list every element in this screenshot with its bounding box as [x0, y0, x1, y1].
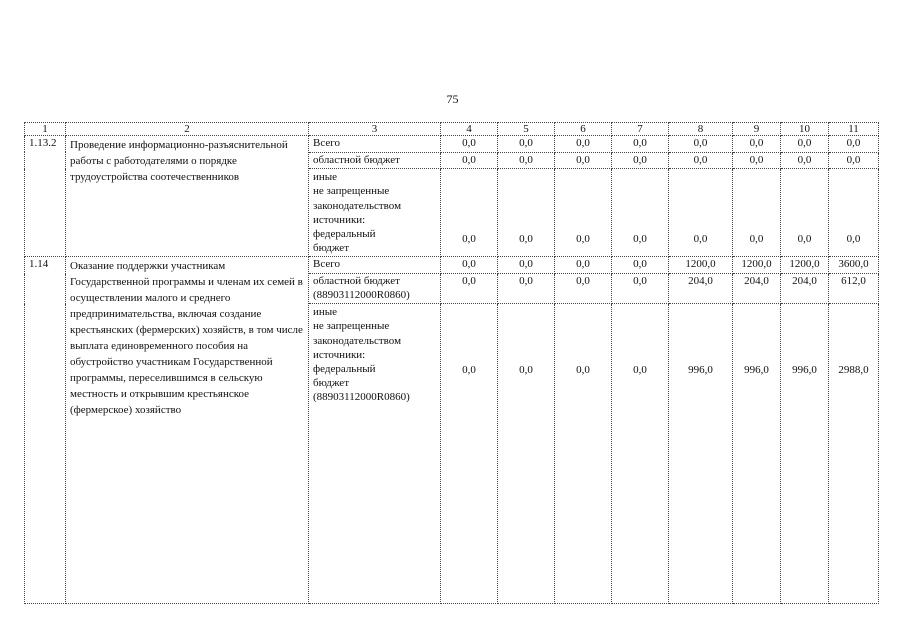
value-cell: 0,0 [441, 169, 498, 257]
value-cell: 0,0 [612, 274, 669, 304]
source-label [309, 304, 441, 604]
column-header: 1 [25, 123, 66, 136]
value-cell: 0,0 [733, 152, 781, 169]
value-cell: 0,0 [498, 257, 555, 274]
value-cell: 0,0 [555, 274, 612, 304]
table-row [25, 136, 879, 153]
value-cell: 2988,0 [829, 304, 879, 604]
value-cell: 612,0 [829, 274, 879, 304]
source-line: законодательством [313, 199, 402, 212]
value-cell: 0,0 [498, 136, 555, 153]
value-cell: 0,0 [669, 136, 733, 153]
source-line: не запрещенные [313, 185, 390, 198]
value-cell: 0,0 [441, 136, 498, 153]
column-header: 2 [66, 123, 309, 136]
value-cell: 0,0 [498, 152, 555, 169]
value-cell: 204,0 [733, 274, 781, 304]
value-cell: 0,0 [733, 169, 781, 257]
value-cell: 1200,0 [669, 257, 733, 274]
source-line: источники: [313, 348, 366, 361]
value-cell: 0,0 [669, 169, 733, 257]
source-label: Всего [309, 257, 441, 274]
column-header: 7 [612, 123, 669, 136]
value-cell: 0,0 [555, 304, 612, 604]
source-line: законодательством [313, 334, 402, 347]
page-number: 75 [446, 92, 459, 106]
header-row [25, 123, 879, 136]
value-cell: 0,0 [781, 152, 829, 169]
value-cell: 0,0 [612, 257, 669, 274]
value-cell: 0,0 [498, 304, 555, 604]
value-cell: 0,0 [555, 136, 612, 153]
value-cell: 0,0 [829, 152, 879, 169]
value-cell: 996,0 [781, 304, 829, 604]
value-cell: 0,0 [612, 304, 669, 604]
column-header: 5 [498, 123, 555, 136]
source-label: областной бюджет [309, 152, 441, 169]
column-header: 11 [829, 123, 879, 136]
value-cell: 0,0 [781, 136, 829, 153]
source-line: иные [313, 171, 338, 184]
column-header: 10 [781, 123, 829, 136]
value-cell: 1200,0 [781, 257, 829, 274]
column-header: 9 [733, 123, 781, 136]
value-cell: 0,0 [669, 152, 733, 169]
row-description: Оказание поддержки участникам Государственной программы и членам их семей в осуществлении малого и среднего предпринимательства, включая создание крестьянских (фермерских) хозяйств, в том числе выплата единовременного пособия на обустройство участникам Государственной программы, переселившимся в сельскую местность и открывшим крестьянское (фермерское) хозяйство [66, 257, 309, 604]
value-cell: 0,0 [555, 169, 612, 257]
row-description: Проведение информационно-разъяснительной работы с работодателями о порядке трудоустройства соотечественников [66, 136, 309, 257]
row-code: 1.14 [25, 257, 66, 604]
source-label: Всего [309, 136, 441, 153]
source-label [309, 274, 441, 304]
source-line: областной бюджет [313, 275, 400, 287]
value-cell: 204,0 [781, 274, 829, 304]
row-code: 1.13.2 [25, 136, 66, 257]
value-cell: 996,0 [733, 304, 781, 604]
source-line: федеральный [313, 363, 376, 375]
value-cell: 0,0 [612, 136, 669, 153]
table-row [25, 257, 879, 274]
source-line: бюджет [313, 377, 349, 390]
column-header: 4 [441, 123, 498, 136]
source-line: источники: [313, 213, 366, 226]
value-cell: 0,0 [555, 257, 612, 274]
source-line: (88903112000R0860) [313, 391, 410, 404]
column-header: 3 [309, 123, 441, 136]
value-cell: 0,0 [829, 169, 879, 257]
value-cell: 204,0 [669, 274, 733, 304]
value-cell: 0,0 [498, 274, 555, 304]
source-line: не запрещенные [313, 320, 390, 333]
value-cell: 0,0 [612, 152, 669, 169]
value-cell: 0,0 [441, 257, 498, 274]
source-label [309, 169, 441, 257]
value-cell: 0,0 [441, 152, 498, 169]
value-cell: 0,0 [829, 136, 879, 153]
value-cell: 3600,0 [829, 257, 879, 274]
value-cell: 0,0 [612, 169, 669, 257]
value-cell: 0,0 [441, 274, 498, 304]
value-cell: 0,0 [441, 304, 498, 604]
value-cell: 0,0 [555, 152, 612, 169]
value-cell: 996,0 [669, 304, 733, 604]
value-cell: 0,0 [733, 136, 781, 153]
source-line: (88903112000R0860) [313, 288, 410, 301]
source-line: бюджет [313, 242, 349, 255]
source-line: иные [313, 306, 338, 319]
value-cell: 1200,0 [733, 257, 781, 274]
column-header: 8 [669, 123, 733, 136]
budget-table [24, 122, 879, 604]
column-header: 6 [555, 123, 612, 136]
value-cell: 0,0 [498, 169, 555, 257]
value-cell: 0,0 [781, 169, 829, 257]
source-line: федеральный [313, 228, 376, 240]
